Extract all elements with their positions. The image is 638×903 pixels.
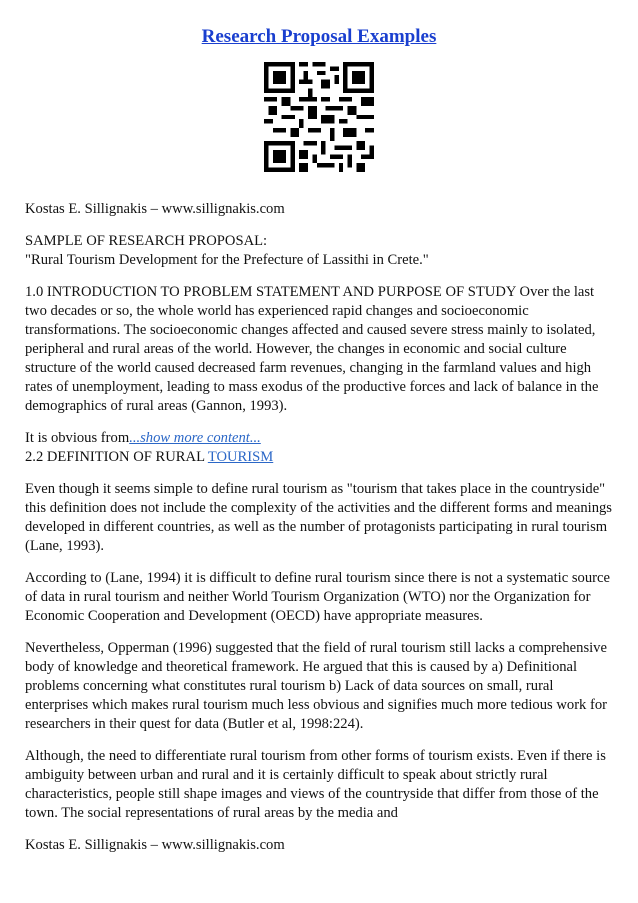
paragraph-1: Even though it seems simple to define rural tourism as "tourism that takes place in the countryside" this definition does not include the complexity of the activities and the different forms and meanings developed in different countries, as well as the number of protagonists participating in rural tourism (Lane, 1993). bbox=[25, 481, 612, 554]
page-title[interactable]: Research Proposal Examples bbox=[201, 26, 437, 47]
show-more-link[interactable]: ...show more content... bbox=[129, 430, 261, 446]
footer-line: Kostas E. Sillignakis – www.sillignakis.com bbox=[25, 837, 285, 853]
qr-code-icon bbox=[264, 62, 374, 172]
definition-heading: 2.2 DEFINITION OF RURAL bbox=[25, 449, 208, 465]
paragraph-4: Although, the need to differentiate rural tourism from other forms of tourism exists. Even if there is ambiguity between urban and rural and it is certainly difficult to speak about strictly rural characteristics, people still shape images and views of the countryside that differ from those of the town. The social representations of rural areas by the media and bbox=[25, 748, 606, 821]
tourism-link[interactable]: TOURISM bbox=[207, 449, 274, 465]
sample-heading: SAMPLE OF RESEARCH PROPOSAL: bbox=[25, 233, 268, 249]
sample-title: "Rural Tourism Development for the Prefecture of Lassithi in Crete." bbox=[25, 252, 429, 268]
obvious-text: It is obvious from bbox=[25, 430, 130, 446]
intro-paragraph: 1.0 INTRODUCTION TO PROBLEM STATEMENT AND PURPOSE OF STUDY Over the last two decades or so, the whole world has experienced rapid changes and socioeconomic transformations. The socioeconomic changes affected and caused severe stress mainly to isolated, peripheral and rural areas of the world. However, the changes in economic and social culture structure of the world caused decreased farm revenues, changing in the farmland values and high rates of unemployment, leading to mass exodus of the productive forces and lack of balance in the demographics of rural areas (Gannon, 1993). bbox=[25, 284, 599, 414]
author-line: Kostas E. Sillignakis – www.sillignakis.com bbox=[25, 201, 285, 217]
paragraph-3: Nevertheless, Opperman (1996) suggested that the field of rural tourism still lacks a comprehensive body of knowledge and theoretical framework. He argued that this is caused by a) Definitional problems concerning what constitutes rural tourism b) Lack of data sources on small, rural enterprises which makes rural tourism much less obvious and signifies much more tedious work for researchers in their quest for data (Butler et al, 1998:224). bbox=[25, 640, 608, 732]
document-body bbox=[25, 200, 615, 868]
paragraph-2: According to (Lane, 1994) it is difficult to define rural tourism since there is not a systematic source of data in rural tourism and neither World Tourism Organization (WTO) nor the Organization for Economic Cooperation and Development (OECD) have appropriate measures. bbox=[25, 570, 610, 624]
